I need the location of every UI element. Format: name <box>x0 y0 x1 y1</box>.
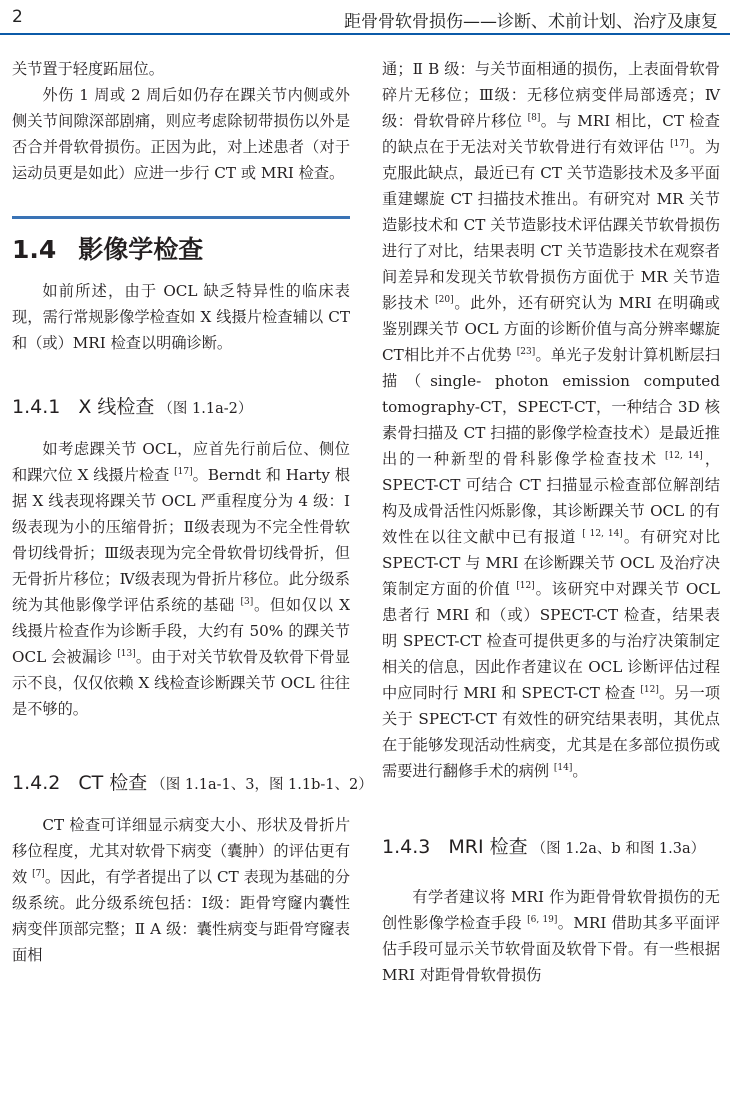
section-rule <box>12 216 350 219</box>
paragraph: 如前所述，由于 OCL 缺乏特异性的临床表现，需行常规影像学检查如 X 线摄片检查辅以 CT 和（或）MRI 检查以明确诊断。 <box>12 282 350 352</box>
paragraph: 外伤 1 周或 2 周后如仍存在踝关节内侧或外侧关节间隙深部剧痛，则应考虑除韧带损伤以外是否合并骨软骨损伤。正因为此，对上述患者（对于运动员更是如此）应进一步行 CT 或 MRI 检查。 <box>12 86 350 182</box>
section-number: 1.4 <box>12 235 57 264</box>
citation: [14] <box>553 763 573 773</box>
subsection-heading <box>382 832 720 858</box>
citation: [17] <box>670 139 689 149</box>
subsection-number: 1.4.3 <box>382 836 431 858</box>
paragraph: CT 检查可详细显示病变大小、形状及骨折片移位程度，尤其对软骨下病变（囊肿）的评估更有效 [7]。因此，有学者提出了以 CT 表现为基础的分级系统。此分级系统包括：Ⅰ级：距骨穹窿内囊性病变伴顶部完整；Ⅱ A 级：囊性病变与距骨穹窿表面相 <box>12 816 351 964</box>
figure-reference: （图 1.2a、b 和图 1.3a） <box>531 841 706 857</box>
citation: [12] <box>516 581 535 591</box>
section-title: 影像学检查 <box>78 235 204 264</box>
citation: [8] <box>527 113 541 123</box>
paragraph: 通；Ⅱ B 级：与关节面相通的损伤，上表面骨软骨碎片无移位；Ⅲ级：无移位病变伴局部透亮；Ⅳ级：骨软骨碎片移位 [8]。与 MRI 相比，CT 检查的缺点在于无法对关节软骨进行有效评估 [17]。为克服此缺点，最近已有 CT 关节造影技术及多平面重建螺旋 CT 扫描技术推出。有研究对 MR 关节造影技术和 CT 关节造影技术评估踝关节软骨损伤进行了对比，结果表明 CT 关节造影技术在观察者间差异和发现关节软骨损伤方面优于 MR 关节造影技术 [20]。此外，还有研究认为 MRI 在明确或鉴别踝关节 OCL 方面的诊断价值与高分辨率螺旋CT相比并不占优势 [23]。单光子发射计算机断层扫描（single- photon emission computed tomography-CT，SPECT-CT，一种结合 3D 核素骨扫描及 CT 扫描的影像学检查技术）是最近推出的一种新型的骨科影像学检查技术 [12, 14]，SPECT-CT 可结合 CT 扫描显示检查部位解剖结构及成骨活性闪烁影像，其诊断踝关节 OCL 的有效性在以往文献中已有报道 [ 12, 14]。有研究对比 SPECT-CT 与 MRI 在诊断踝关节 OCL 及治疗决策制定方面的价值 [12]。该研究中对踝关节 OCL 患者行 MRI 和（或）SPECT-CT 检查，结果表明 SPECT-CT 检查可提供更多的与治疗决策制定相关的信息，因此作者建议在 OCL 诊断评估过程中应同时行 MRI 和 SPECT-CT 检查 [12]。另一项关于 SPECT-CT 有效性的研究结果表明，其优点在于能够发现活动性病变，尤其是在多部位损伤或需要进行翻修手术的病例 [14]。 <box>382 60 721 780</box>
left-column <box>12 56 373 968</box>
paragraph: 如考虑踝关节 OCL，应首先行前后位、侧位和踝穴位 X 线摄片检查 [17]。Berndt 和 Harty 根据 X 线表现将踝关节 OCL 严重程度分为 4 级：Ⅰ级表现为小的压缩骨折；Ⅱ级表现为不完全性骨软骨切线骨折；Ⅲ级表现为完全骨软骨切线骨折，但无骨折片移位；Ⅳ级表现为骨折片移位。此分级系统为其他影像学评估系统的基础 [3]。但如仅以 X 线摄片检查作为诊断手段，大约有 50% 的踝关节 OCL 会被漏诊 [13]。由于对关节软骨及软骨下骨显示不良，仅仅依赖 X 线检查诊断踝关节 OCL 往往是不够的。 <box>12 440 351 718</box>
citation: [23] <box>516 347 536 357</box>
subsection-title: CT 检查 <box>78 772 148 794</box>
subsection-number: 1.4.2 <box>12 772 61 794</box>
page-number: 2 <box>12 7 23 27</box>
subsection-heading <box>12 392 350 418</box>
figure-reference: （图 1.1a-1、3，图 1.1b-1、2） <box>151 777 373 793</box>
section-heading <box>12 216 350 278</box>
citation: [6, 19] <box>527 915 558 925</box>
paragraph: 关节置于轻度跖屈位。 <box>12 60 164 78</box>
citation: [ 12, 14] <box>582 529 623 539</box>
citation: [12] <box>640 685 659 695</box>
subsection-heading <box>12 768 373 794</box>
citation: [12, 14] <box>665 451 703 461</box>
citation: [13] <box>117 649 136 659</box>
right-column <box>382 56 720 988</box>
running-title: 距骨骨软骨损伤——诊断、术前计划、治疗及康复 <box>344 12 718 32</box>
subsection-title: MRI 检查 <box>448 836 528 858</box>
page-header <box>0 0 730 34</box>
subsection-title: X 线检查 <box>78 396 155 418</box>
figure-reference: （图 1.1a-2） <box>158 401 253 417</box>
header-rule <box>0 33 730 35</box>
citation: [7] <box>32 869 45 879</box>
citation: [20] <box>435 295 454 305</box>
subsection-number: 1.4.1 <box>12 396 61 418</box>
paragraph: 有学者建议将 MRI 作为距骨骨软骨损伤的无创性影像学检查手段 [6, 19]。MRI 借助其多平面评估手段可显示关节软骨面及软骨下骨。有一些根据 MRI 对距骨骨软骨损伤 <box>382 888 720 984</box>
citation: [3] <box>240 597 254 607</box>
citation: [17] <box>174 467 193 477</box>
